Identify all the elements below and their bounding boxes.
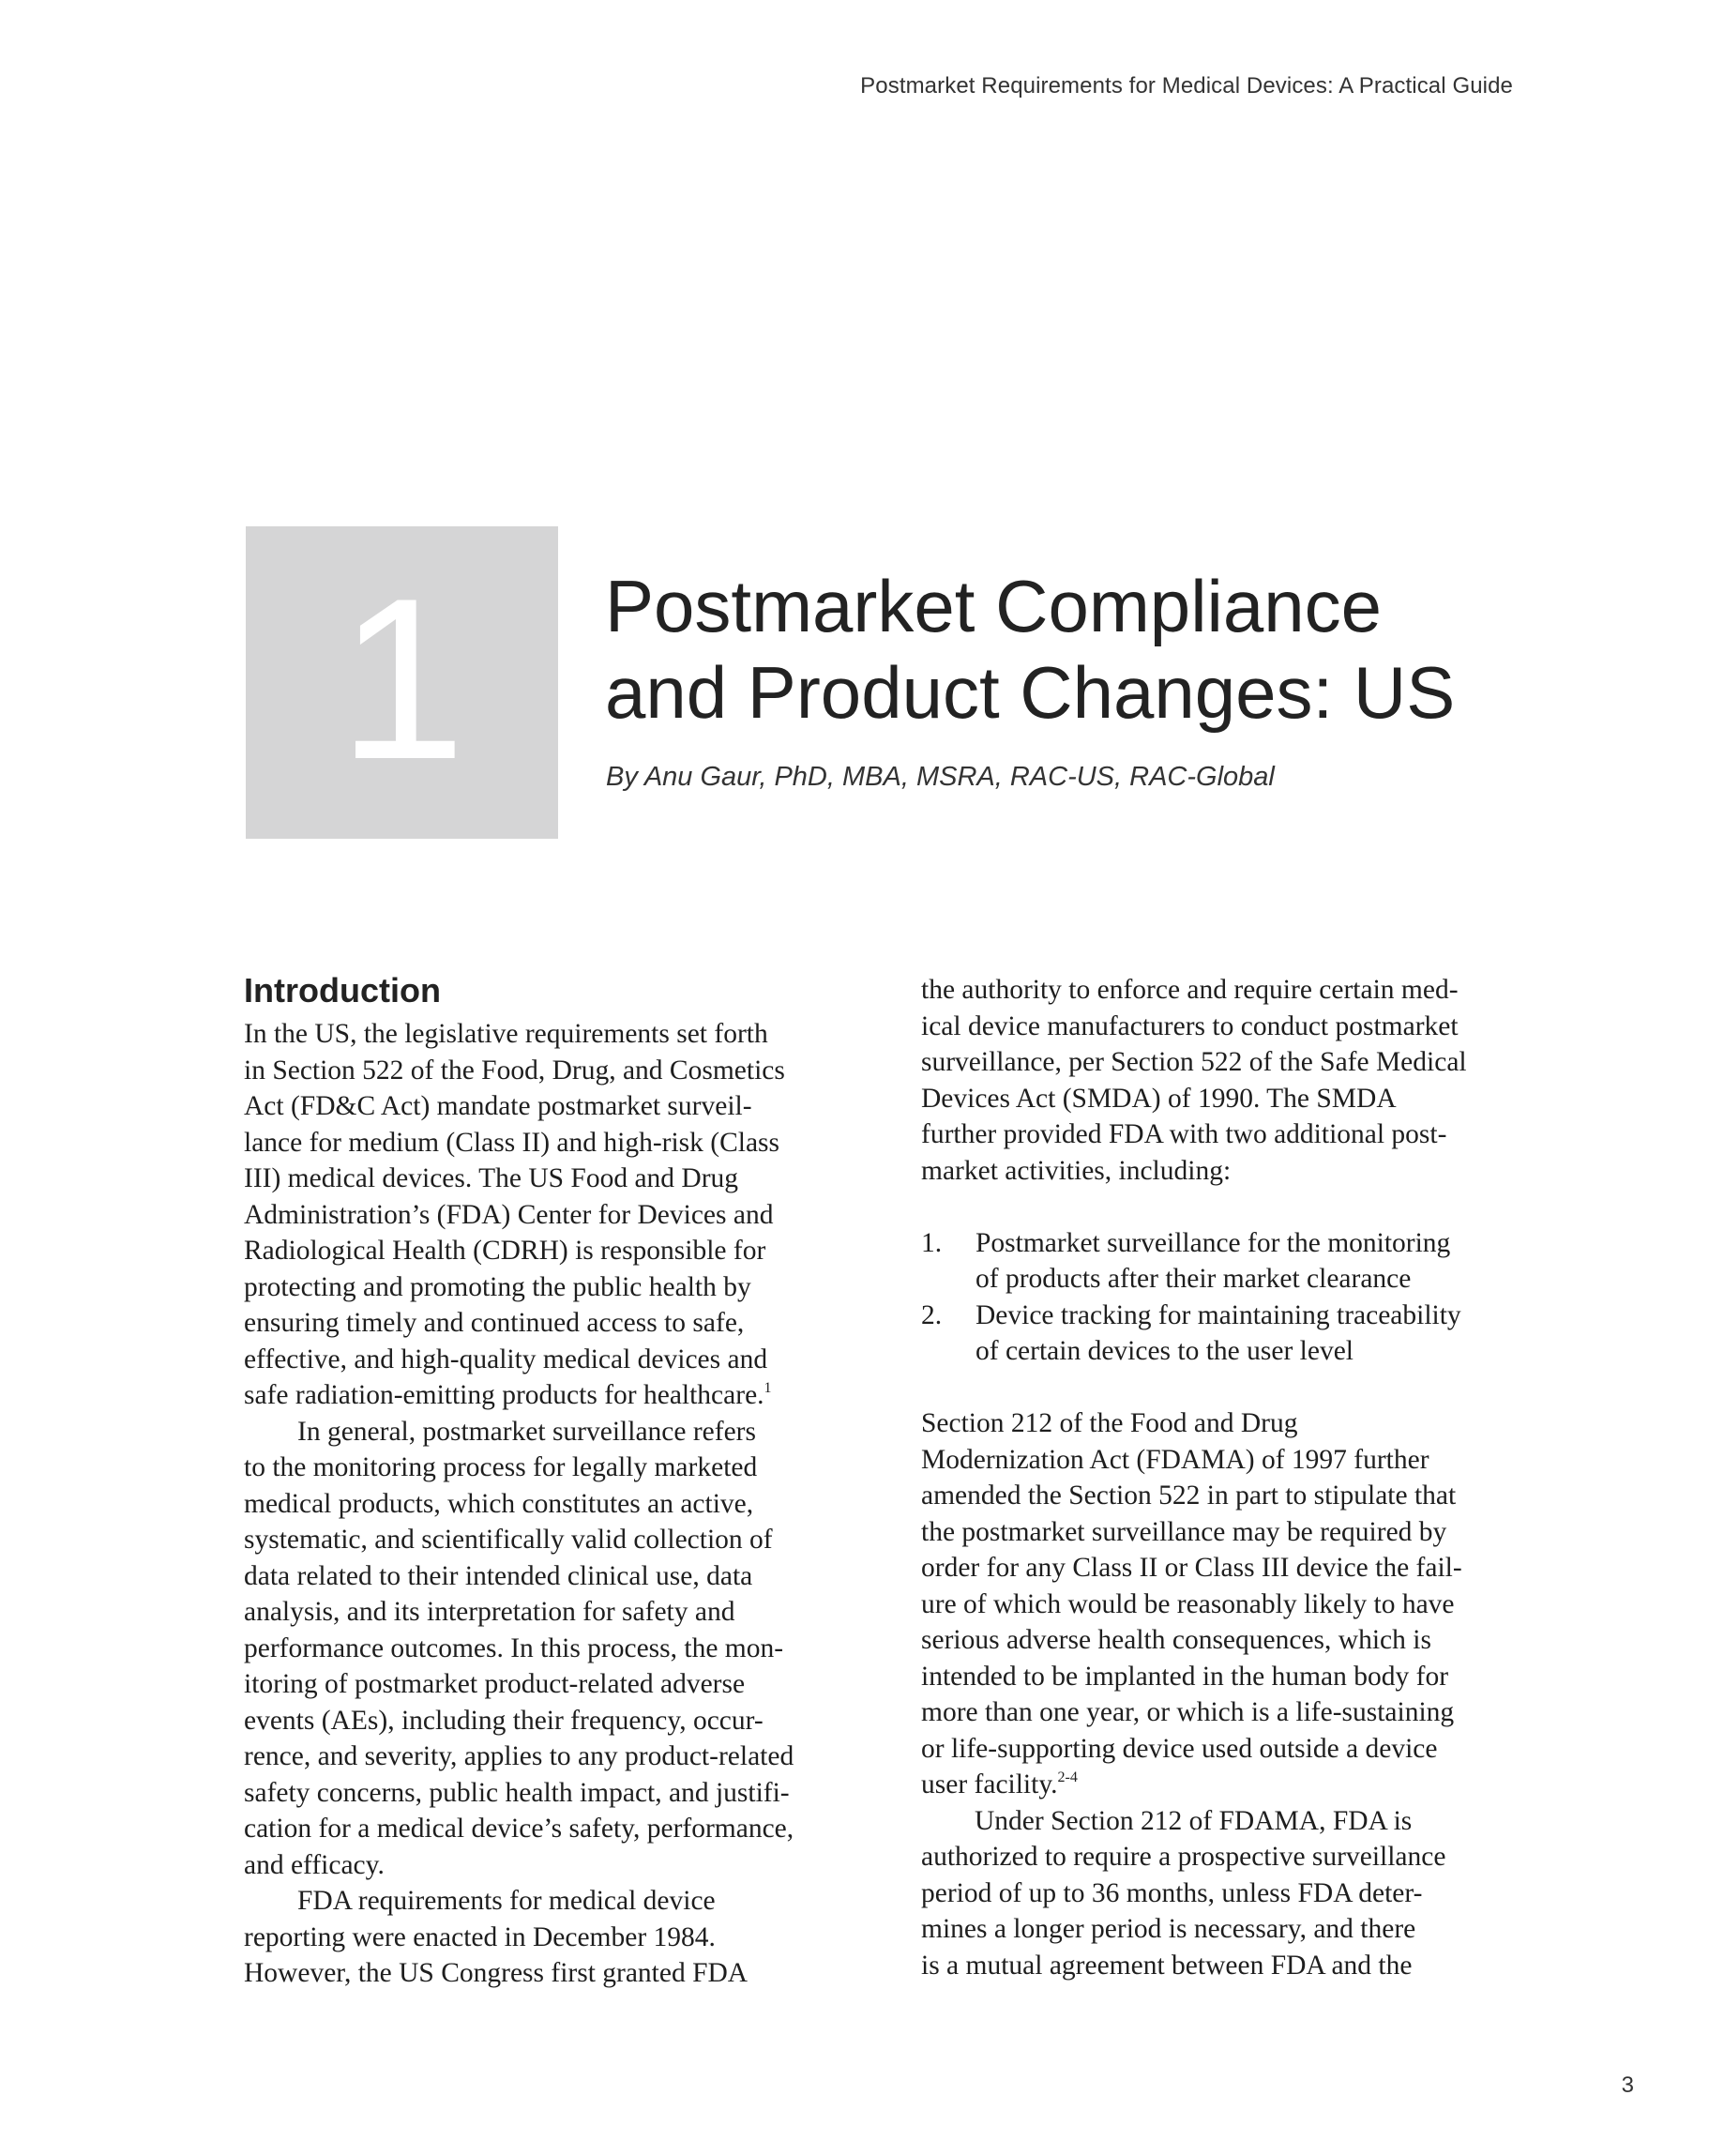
section-heading: Introduction	[244, 971, 441, 1010]
text-line: protecting and promoting the public health by	[244, 1271, 751, 1302]
text-line: is a mutual agreement between FDA and the	[921, 1950, 1413, 1981]
text-line: effective, and high-quality medical devices and	[244, 1344, 768, 1374]
text-line: intended to be implanted in the human body for	[921, 1661, 1449, 1692]
chapter-number-box	[246, 526, 558, 839]
text-line: safety concerns, public health impact, and justifi-	[244, 1777, 790, 1808]
running-header: Postmarket Requirements for Medical Devices: A Practical Guide	[860, 73, 1513, 99]
line-text: safe radiation-emitting products for healthcare.	[244, 1380, 764, 1410]
text-line: itoring of postmarket product-related adverse	[244, 1669, 746, 1699]
paragraph	[921, 1803, 1531, 1984]
paragraph	[921, 972, 1531, 1189]
text-line: the postmarket surveillance may be required by	[921, 1516, 1447, 1547]
list-number: 2.	[921, 1299, 943, 1330]
chapter-title-line: and Product Changes: US	[605, 651, 1456, 734]
text-line: In general, postmarket surveillance refers	[297, 1416, 756, 1447]
author-byline: By Anu Gaur, PhD, MBA, MSRA, RAC-US, RAC-Global	[606, 762, 1275, 792]
text-line: In the US, the legislative requirements set forth	[244, 1019, 768, 1049]
text-line: market activities, including:	[921, 1155, 1232, 1186]
page-number: 3	[1621, 2072, 1634, 2098]
spacer	[921, 1189, 1531, 1225]
text-line: lance for medium (Class II) and high-risk (Class	[244, 1127, 780, 1158]
text-line: Act (FD&C Act) mandate postmarket surveil-	[244, 1091, 752, 1121]
list-number: 1.	[921, 1227, 943, 1258]
text-line: of certain devices to the user level	[975, 1336, 1353, 1366]
text-line: analysis, and its interpretation for safety and	[244, 1597, 735, 1627]
text-line: period of up to 36 months, unless FDA deter-	[921, 1877, 1423, 1908]
text-line: rence, and severity, applies to any product-related	[244, 1741, 794, 1771]
text-line: of products after their market clearance	[975, 1264, 1412, 1294]
numbered-list	[921, 1225, 1531, 1370]
paragraph	[921, 1405, 1531, 1803]
left-column	[244, 969, 844, 1992]
text-line: surveillance, per Section 522 of the Safe Medical	[921, 1047, 1467, 1077]
text-line: medical products, which constitutes an active,	[244, 1488, 754, 1519]
text-line: and efficacy.	[244, 1849, 385, 1880]
text-line: ensuring timely and continued access to safe,	[244, 1308, 745, 1338]
text-line: Section 212 of the Food and Drug	[921, 1408, 1298, 1438]
text-line: performance outcomes. In this process, the mon-	[244, 1632, 784, 1663]
reference-superscript: 1	[764, 1380, 772, 1396]
text-line: order for any Class II or Class III device the fail-	[921, 1553, 1462, 1583]
text-line: amended the Section 522 in part to stipulate that	[921, 1480, 1457, 1511]
text-line: However, the US Congress first granted FDA	[244, 1958, 749, 1988]
text-line: to the monitoring process for legally marketed	[244, 1452, 758, 1482]
text-line: Modernization Act (FDAMA) of 1997 further	[921, 1444, 1429, 1475]
list-item	[921, 1225, 1531, 1298]
text-line: further provided FDA with two additional post-	[921, 1119, 1447, 1149]
text-line: mines a longer period is necessary, and there	[921, 1914, 1416, 1944]
text-line: Postmarket surveillance for the monitoring	[975, 1227, 1451, 1258]
chapter-number: 1	[338, 550, 466, 807]
text-line: cation for a medical device’s safety, performance,	[244, 1814, 794, 1844]
line-text: user facility.	[921, 1769, 1058, 1799]
text-line: Under Section 212 of FDAMA, FDA is	[975, 1805, 1413, 1836]
text-line: or life-supporting device used outside a device	[921, 1733, 1438, 1764]
text-line: events (AEs), including their frequency, occur-	[244, 1705, 764, 1736]
paragraph	[244, 1414, 844, 1884]
text-line: Radiological Health (CDRH) is responsible for	[244, 1236, 766, 1266]
text-line	[244, 1377, 844, 1414]
paragraph	[244, 1883, 844, 1992]
list-item	[921, 1298, 1531, 1370]
text-line: more than one year, or which is a life-sustaining	[921, 1697, 1455, 1727]
reference-superscript: 2-4	[1057, 1769, 1078, 1785]
right-column	[921, 972, 1531, 1983]
text-line	[921, 1767, 1531, 1803]
text-line: Devices Act (SMDA) of 1990. The SMDA	[921, 1083, 1397, 1114]
text-line: ure of which would be reasonably likely to have	[921, 1588, 1455, 1619]
paragraph	[244, 1016, 844, 1414]
text-line: serious adverse health consequences, which is	[921, 1625, 1431, 1655]
text-line: III) medical devices. The US Food and Drug	[244, 1163, 739, 1193]
text-line: in Section 522 of the Food, Drug, and Cosmetics	[244, 1055, 785, 1086]
chapter-title	[605, 563, 1455, 736]
text-line: the authority to enforce and require certain med-	[921, 975, 1459, 1005]
text-line: systematic, and scientifically valid collection of	[244, 1525, 773, 1555]
text-line: ical device manufacturers to conduct postmarket	[921, 1010, 1459, 1041]
text-line: Device tracking for maintaining traceability	[975, 1299, 1461, 1330]
chapter-title-line: Postmarket Compliance	[605, 565, 1382, 647]
text-line: FDA requirements for medical device	[297, 1886, 716, 1916]
spacer	[921, 1370, 1531, 1406]
text-line: Administration’s (FDA) Center for Devices and	[244, 1199, 774, 1230]
text-line: data related to their intended clinical use, data	[244, 1560, 753, 1591]
text-line: reporting were enacted in December 1984.	[244, 1921, 716, 1952]
text-line: authorized to require a prospective surveillance	[921, 1842, 1446, 1872]
